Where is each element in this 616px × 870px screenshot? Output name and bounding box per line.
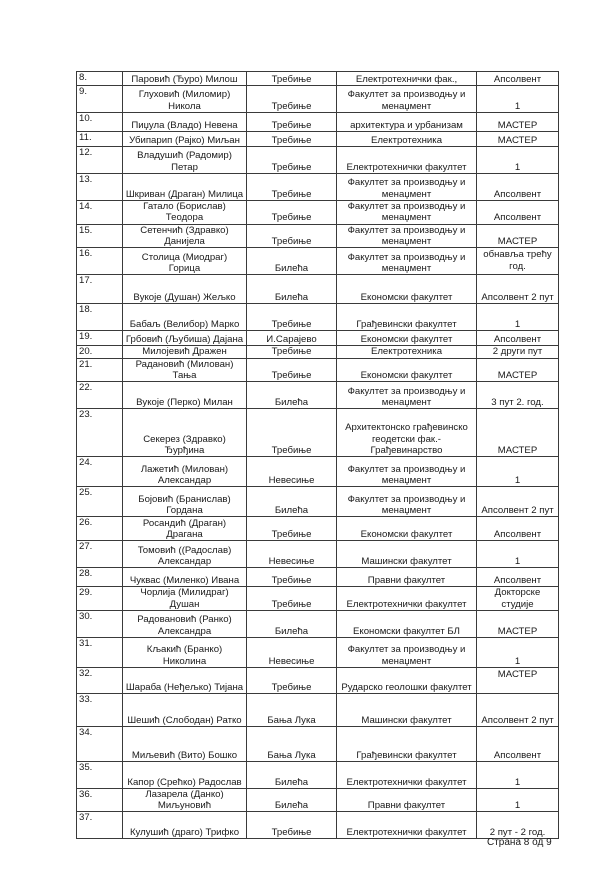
faculty: Економски факултет [337, 358, 477, 382]
student-name: Столица (Миодраг) Горица [123, 248, 247, 275]
table-row [77, 382, 559, 409]
faculty: Рударско геолошки факултет [337, 667, 477, 693]
student-name: Убипарип (Рајко) Миљан [123, 132, 247, 147]
study-status: 1 [477, 304, 559, 331]
student-name: Сетенчић (Здравко) Данијела [123, 224, 247, 248]
faculty: Факултет за производњу и менаџмент [337, 224, 477, 248]
row-number: 9. [77, 86, 123, 113]
faculty: Правни факултет [337, 568, 477, 587]
table-row [77, 541, 559, 568]
study-status: 1 [477, 637, 559, 667]
row-number: 20. [77, 346, 123, 358]
faculty: Електротехнички факултет [337, 812, 477, 839]
city: Бања Лука [247, 726, 337, 761]
study-status: Апсолвент [477, 72, 559, 86]
study-status: 2 пут - 2 год. [477, 812, 559, 839]
city: Билећа [247, 248, 337, 275]
table-row [77, 174, 559, 201]
student-name: Томовић ((Радослав) Александар [123, 541, 247, 568]
table-row [77, 517, 559, 541]
student-name: Миљевић (Вито) Бошко [123, 726, 247, 761]
student-name: Лазарела (Данко) Миљуновић [123, 788, 247, 812]
study-status: обнавља трећу год. [477, 248, 559, 275]
study-status: 1 [477, 147, 559, 174]
row-number: 35. [77, 761, 123, 788]
row-number: 23. [77, 409, 123, 457]
city: Требиње [247, 667, 337, 693]
faculty: Грађевински факултет [337, 304, 477, 331]
study-status: 3 пут 2. год. [477, 382, 559, 409]
row-number: 15. [77, 224, 123, 248]
student-table [76, 71, 559, 839]
row-number: 30. [77, 610, 123, 637]
student-name: Милојевић Дражен [123, 346, 247, 358]
study-status: 1 [477, 541, 559, 568]
faculty: Машински факултет [337, 541, 477, 568]
faculty: Економски факултет БЛ [337, 610, 477, 637]
faculty: Електротехника [337, 346, 477, 358]
faculty: Економски факултет [337, 331, 477, 346]
table-row [77, 667, 559, 693]
faculty: Електротехника [337, 132, 477, 147]
faculty: Електротехнички фак., [337, 72, 477, 86]
study-status: Докторске студије [477, 587, 559, 611]
row-number: 26. [77, 517, 123, 541]
study-status: Апсолвент 2 пут [477, 487, 559, 517]
table-row [77, 457, 559, 487]
table-row [77, 726, 559, 761]
city: Требиње [247, 812, 337, 839]
faculty: Машински факултет [337, 693, 477, 726]
study-status: Апсолвент [477, 331, 559, 346]
student-name: Шараба (Неђељко) Тијана [123, 667, 247, 693]
faculty: Правни факултет [337, 788, 477, 812]
faculty: Факултет за производњу и менаџмент [337, 457, 477, 487]
study-status: 2 други пут [477, 346, 559, 358]
study-status: Апсолвент [477, 568, 559, 587]
faculty: Факултет за производњу и менаџмент [337, 382, 477, 409]
study-status: МАСТЕР [477, 610, 559, 637]
table-row [77, 275, 559, 304]
study-status: Апсолвент 2 пут [477, 275, 559, 304]
city: Билећа [247, 761, 337, 788]
study-status: Апсолвент [477, 517, 559, 541]
city: Требиње [247, 304, 337, 331]
student-name: Вукоје (Перко) Милан [123, 382, 247, 409]
student-name: Пиџула (Владо) Невена [123, 113, 247, 132]
city: Требиње [247, 587, 337, 611]
faculty: Електротехнички факултет [337, 761, 477, 788]
student-name: Секерез (Здравко) Ђурђина [123, 409, 247, 457]
study-status: Апсолвент [477, 174, 559, 201]
study-status: 1 [477, 788, 559, 812]
row-number: 17. [77, 275, 123, 304]
study-status: МАСТЕР [477, 132, 559, 147]
city: Билећа [247, 382, 337, 409]
student-name: Гатало (Борислав) Теодора [123, 201, 247, 225]
student-name: Владушић (Радомир) Петар [123, 147, 247, 174]
study-status: 1 [477, 86, 559, 113]
city: Невесиње [247, 637, 337, 667]
table-row [77, 587, 559, 611]
table-row [77, 358, 559, 382]
faculty: архитектура и урбанизам [337, 113, 477, 132]
row-number: 11. [77, 132, 123, 147]
study-status: МАСТЕР [477, 409, 559, 457]
faculty: Факултет за производњу и менаџмент [337, 201, 477, 225]
city: Требиње [247, 86, 337, 113]
table-row [77, 86, 559, 113]
row-number: 14. [77, 201, 123, 225]
table-row [77, 812, 559, 839]
row-number: 8. [77, 72, 123, 86]
city: Требиње [247, 201, 337, 225]
study-status: Апсолвент [477, 726, 559, 761]
study-status: МАСТЕР [477, 224, 559, 248]
row-number: 28. [77, 568, 123, 587]
row-number: 36. [77, 788, 123, 812]
city: Требиње [247, 113, 337, 132]
student-name: Кљакић (Бранко) Николина [123, 637, 247, 667]
row-number: 13. [77, 174, 123, 201]
student-name: Глуховић (Миломир) Никола [123, 86, 247, 113]
row-number: 19. [77, 331, 123, 346]
city: Билећа [247, 610, 337, 637]
student-name: Вукоје (Душан) Жељко [123, 275, 247, 304]
city: Невесиње [247, 457, 337, 487]
table-row [77, 788, 559, 812]
city: Требиње [247, 174, 337, 201]
table-row [77, 610, 559, 637]
student-name: Радановић (Милован) Тања [123, 358, 247, 382]
table-row [77, 331, 559, 346]
faculty: Грађевински факултет [337, 726, 477, 761]
faculty: Економски факултет [337, 275, 477, 304]
city: Требиње [247, 409, 337, 457]
row-number: 33. [77, 693, 123, 726]
table-row [77, 637, 559, 667]
row-number: 29. [77, 587, 123, 611]
city: Требиње [247, 568, 337, 587]
row-number: 31. [77, 637, 123, 667]
student-name: Паровић (Ђуро) Милош [123, 72, 247, 86]
faculty: Факултет за производњу и менаџмент [337, 487, 477, 517]
study-status: Апсолвент [477, 201, 559, 225]
row-number: 22. [77, 382, 123, 409]
table-row [77, 248, 559, 275]
table-row [77, 304, 559, 331]
row-number: 10. [77, 113, 123, 132]
student-name: Росандић (Драган) Драгана [123, 517, 247, 541]
student-name: Лажетић (Милован) Александар [123, 457, 247, 487]
student-name: Чорлија (Милидраг) Душан [123, 587, 247, 611]
row-number: 24. [77, 457, 123, 487]
row-number: 12. [77, 147, 123, 174]
city: Требиње [247, 358, 337, 382]
row-number: 18. [77, 304, 123, 331]
city: Билећа [247, 275, 337, 304]
row-number: 37. [77, 812, 123, 839]
faculty: Електротехнички факултет [337, 147, 477, 174]
table-row [77, 487, 559, 517]
study-status: 1 [477, 457, 559, 487]
student-name: Бојовић (Бранислав) Гордана [123, 487, 247, 517]
table-row [77, 201, 559, 225]
city: Билећа [247, 487, 337, 517]
student-name: Капор (Срећко) Радослав [123, 761, 247, 788]
faculty: Економски факултет [337, 517, 477, 541]
faculty: Електротехнички факултет [337, 587, 477, 611]
table-row [77, 147, 559, 174]
page-number: Страна 8 од 9 [487, 837, 552, 848]
faculty: Факултет за производњу и менаџмент [337, 174, 477, 201]
student-name: Грбовић (Љубиша) Дајана [123, 331, 247, 346]
city: Невесиње [247, 541, 337, 568]
student-name: Бабаљ (Велибор) Марко [123, 304, 247, 331]
faculty: Факултет за производњу и менаџмент [337, 86, 477, 113]
table-row [77, 761, 559, 788]
faculty: Факултет за производњу и менаџмент [337, 637, 477, 667]
student-name: Радовановић (Ранко) Александра [123, 610, 247, 637]
table-row [77, 568, 559, 587]
study-status: МАСТЕР [477, 113, 559, 132]
table-row [77, 346, 559, 358]
row-number: 27. [77, 541, 123, 568]
row-number: 25. [77, 487, 123, 517]
student-name: Чуквас (Миленко) Ивана [123, 568, 247, 587]
table-row [77, 693, 559, 726]
city: И.Сарајево [247, 331, 337, 346]
city: Требиње [247, 346, 337, 358]
study-status: Апсолвент 2 пут [477, 693, 559, 726]
table-row [77, 409, 559, 457]
row-number: 32. [77, 667, 123, 693]
row-number: 16. [77, 248, 123, 275]
table-row [77, 132, 559, 147]
student-table-body [77, 72, 559, 839]
student-name: Шешић (Слободан) Ратко [123, 693, 247, 726]
student-name: Кулушић (драго) Трифко [123, 812, 247, 839]
row-number: 21. [77, 358, 123, 382]
faculty: Факултет за производњу и менаџмент [337, 248, 477, 275]
city: Требиње [247, 224, 337, 248]
row-number: 34. [77, 726, 123, 761]
city: Требиње [247, 132, 337, 147]
table-row [77, 224, 559, 248]
city: Требиње [247, 72, 337, 86]
table-row [77, 72, 559, 86]
city: Бања Лука [247, 693, 337, 726]
faculty: Архитектонско грађевинско геодетски фак.-Грађевинарство [337, 409, 477, 457]
study-status: МАСТЕР [477, 667, 559, 693]
city: Требиње [247, 147, 337, 174]
table-row [77, 113, 559, 132]
city: Билећа [247, 788, 337, 812]
study-status: МАСТЕР [477, 358, 559, 382]
study-status: 1 [477, 761, 559, 788]
city: Требиње [247, 517, 337, 541]
student-name: Шкриван (Драган) Милица [123, 174, 247, 201]
